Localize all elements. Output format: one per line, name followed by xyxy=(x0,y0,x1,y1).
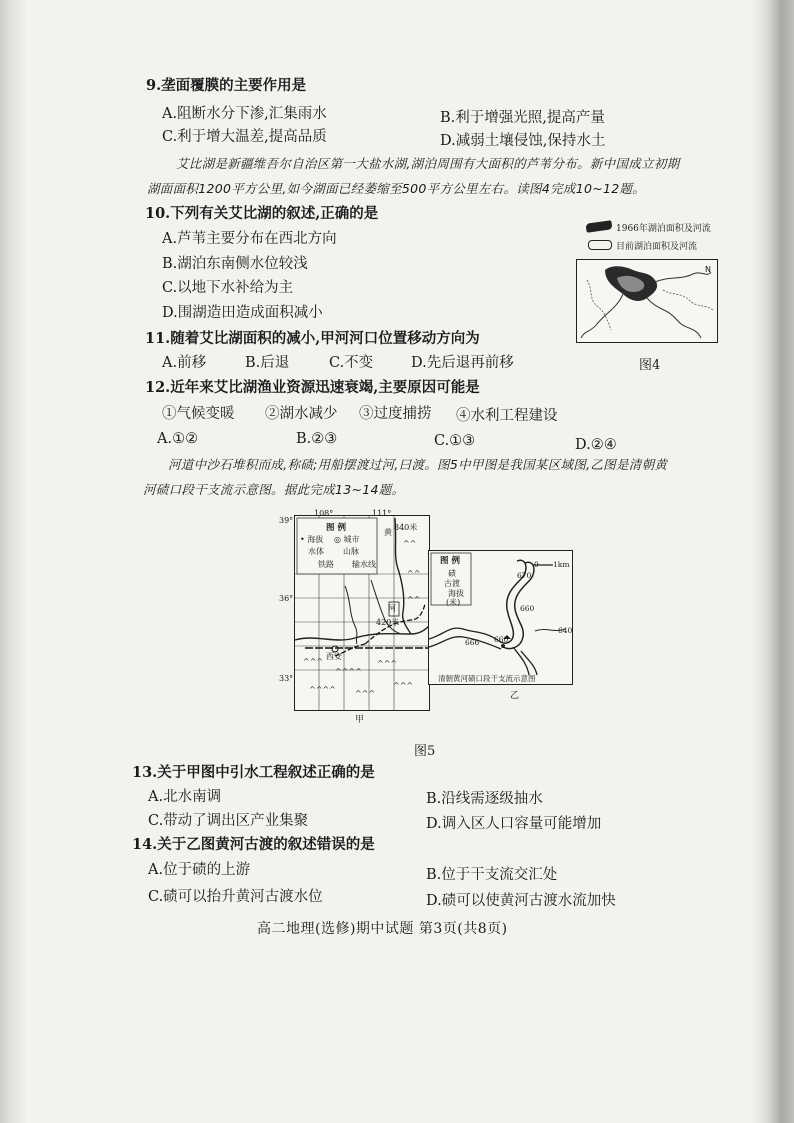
svg-text:^^^^: ^^^^ xyxy=(335,667,362,676)
svg-text:^^^: ^^^ xyxy=(303,657,324,666)
material2-line2: 河碛口段干支流示意图。据此完成13~14题。 xyxy=(143,482,405,497)
svg-text:^^^: ^^^ xyxy=(355,689,376,698)
q13-option-a: A.北水南调 xyxy=(148,789,222,805)
legend-1966-swatch xyxy=(586,220,613,233)
tributary-line-1 xyxy=(345,586,357,644)
q13-stem: 13.关于甲图中引水工程叙述正确的是 xyxy=(132,764,375,781)
river-line-3 xyxy=(581,294,623,338)
wei-river-line xyxy=(295,626,429,640)
svg-text:^^^: ^^^ xyxy=(393,681,414,690)
river-line-2 xyxy=(647,298,701,338)
svg-text:^^: ^^ xyxy=(407,569,421,578)
fig4-caption: 图4 xyxy=(639,358,661,373)
q12-item-3: ③过度捕捞 xyxy=(359,406,432,422)
jia-lon-111: 111° xyxy=(372,509,392,518)
q14-option-b: B.位于干支流交汇处 xyxy=(426,867,558,883)
material2-line1: 河道中沙石堆积而成,称碛;用船摆渡过河,曰渡。图5中甲图是我国某区域图,乙图是清朝黄 xyxy=(168,457,668,472)
fig5-caption: 图5 xyxy=(414,744,436,759)
q12-item-1: ①气候变暖 xyxy=(162,406,235,422)
jia-legend-water: 水体 xyxy=(308,547,324,556)
tributary-bank-north xyxy=(429,628,499,641)
fig4-legend-1966: 1966年湖泊面积及河流 xyxy=(616,224,711,234)
svg-text:^^^^: ^^^^ xyxy=(309,685,336,694)
q12-option-d: D.②④ xyxy=(575,437,617,453)
fig4-legend-current: 目前湖泊面积及河流 xyxy=(616,242,698,252)
jia-label: 甲 xyxy=(355,715,365,725)
q13-option-c: C.带动了调出区产业集聚 xyxy=(148,813,309,829)
q14-option-a: A.位于碛的上游 xyxy=(148,862,251,878)
yi-scale-0: 0 xyxy=(534,560,539,569)
scan-right-edge xyxy=(752,0,794,1123)
q13-option-b: B.沿线需逐级抽水 xyxy=(426,791,543,807)
jia-city-xian: 西安 xyxy=(326,652,342,661)
q9-stem: 9.垄面覆膜的主要作用是 xyxy=(146,77,307,94)
q14-option-d: D.碛可以使黄河古渡水流加快 xyxy=(426,893,616,909)
yi-elev-666: 666 xyxy=(465,638,480,647)
yi-label: 乙 xyxy=(510,691,520,701)
q10-option-a: A.芦苇主要分布在西北方向 xyxy=(162,231,337,247)
q10-option-c: C.以地下水补给为主 xyxy=(162,280,294,296)
yi-legend-qi: 碛 xyxy=(448,569,456,578)
jia-river-huang: 黄 xyxy=(384,528,392,537)
material1-line2: 湖面面积1200平方公里,如今湖面已经萎缩至500平方公里左右。读图4完成10~12题。 xyxy=(147,181,646,196)
yi-legend-gudu: 古渡 xyxy=(444,579,460,588)
q13-option-d: D.调入区人口容量可能增加 xyxy=(426,816,602,832)
q9-option-c: C.利于增大温差,提高品质 xyxy=(162,129,327,145)
q12-stem: 12.近年来艾比湖渔业资源迅速衰竭,主要原因可能是 xyxy=(145,379,480,396)
jia-river-he: 河 xyxy=(388,604,396,613)
figure4-svg xyxy=(577,260,717,342)
svg-text:^^: ^^ xyxy=(407,595,421,604)
jia-legend-canal: 输水线 xyxy=(352,560,376,569)
page-footer: 高二地理(选修)期中试题 第3页(共8页) xyxy=(257,921,508,937)
q12-option-c: C.①③ xyxy=(434,433,476,449)
yi-legend-elevation: 海拔 xyxy=(448,589,464,598)
q14-stem: 14.关于乙图黄河古渡的叙述错误的是 xyxy=(132,836,375,853)
river-line-1 xyxy=(655,272,711,282)
jia-legend-elevation: • 海拔 xyxy=(300,535,324,544)
legend-current-swatch xyxy=(588,240,612,250)
yi-legend-title: 图 例 xyxy=(440,556,460,566)
q12-item-2: ②湖水减少 xyxy=(265,406,338,422)
q12-option-a: A.①② xyxy=(157,431,199,447)
contour-line-1 xyxy=(663,290,713,310)
q9-option-a: A.阻断水分下渗,汇集雨水 xyxy=(162,106,327,122)
material1-line1: 艾比湖是新疆维吾尔自治区第一大盐水湖,湖泊周围有大面积的芦苇分布。新中国成立初期 xyxy=(176,156,680,171)
jia-legend-city: ◎ 城市 xyxy=(334,535,360,544)
q12-option-b: B.②③ xyxy=(296,431,338,447)
q11-option-b: B.后退 xyxy=(245,355,290,371)
yi-elev-670: 670 xyxy=(517,571,532,580)
yi-map-title: 清朝黄河碛口段干支流示意图 xyxy=(438,674,536,683)
q9-option-b: B.利于增强光照,提高产量 xyxy=(440,110,605,126)
figure4-north: N xyxy=(705,265,711,274)
svg-text:^^: ^^ xyxy=(403,539,417,548)
jia-legend-mountain: 山脉 xyxy=(343,547,359,556)
q12-item-4: ④水利工程建设 xyxy=(456,408,558,424)
q10-stem: 10.下列有关艾比湖的叙述,正确的是 xyxy=(145,205,379,222)
yi-elev-660-b: 660 xyxy=(494,635,509,644)
jia-legend-railway: 铁路 xyxy=(318,560,334,569)
q11-option-d: D.先后退再前移 xyxy=(411,355,514,371)
jia-legend-title: 图 例 xyxy=(326,523,346,533)
q10-option-d: D.围湖造田造成面积减小 xyxy=(162,305,323,321)
jia-lat-36: 36° xyxy=(279,594,294,603)
yi-elev-660-a: 660 xyxy=(520,604,535,613)
q11-stem: 11.随着艾比湖面积的减小,甲河河口位置移动方向为 xyxy=(145,330,480,347)
jia-lat-33: 33° xyxy=(279,674,294,683)
q9-option-d: D.减弱土壤侵蚀,保持水土 xyxy=(440,133,606,149)
jia-lat-39: 39° xyxy=(279,516,294,525)
q10-option-b: B.湖泊东南侧水位较浅 xyxy=(162,256,308,272)
svg-text:^^^: ^^^ xyxy=(377,659,398,668)
figure4-map xyxy=(576,259,718,343)
scan-left-edge xyxy=(0,0,28,1123)
yi-elev-640: 640 xyxy=(558,626,573,635)
jia-elev-840: 840米 xyxy=(394,523,418,532)
contour-line-2 xyxy=(587,280,611,330)
jia-elev-420: 420米 xyxy=(376,618,400,627)
jia-lon-108: 108° xyxy=(314,509,334,518)
q11-option-c: C.不变 xyxy=(329,355,374,371)
yi-scale-1km: 1km xyxy=(553,560,570,569)
yi-legend-unit: (米) xyxy=(446,598,461,607)
q14-option-c: C.碛可以抬升黄河古渡水位 xyxy=(148,889,323,905)
q11-option-a: A.前移 xyxy=(162,355,207,371)
